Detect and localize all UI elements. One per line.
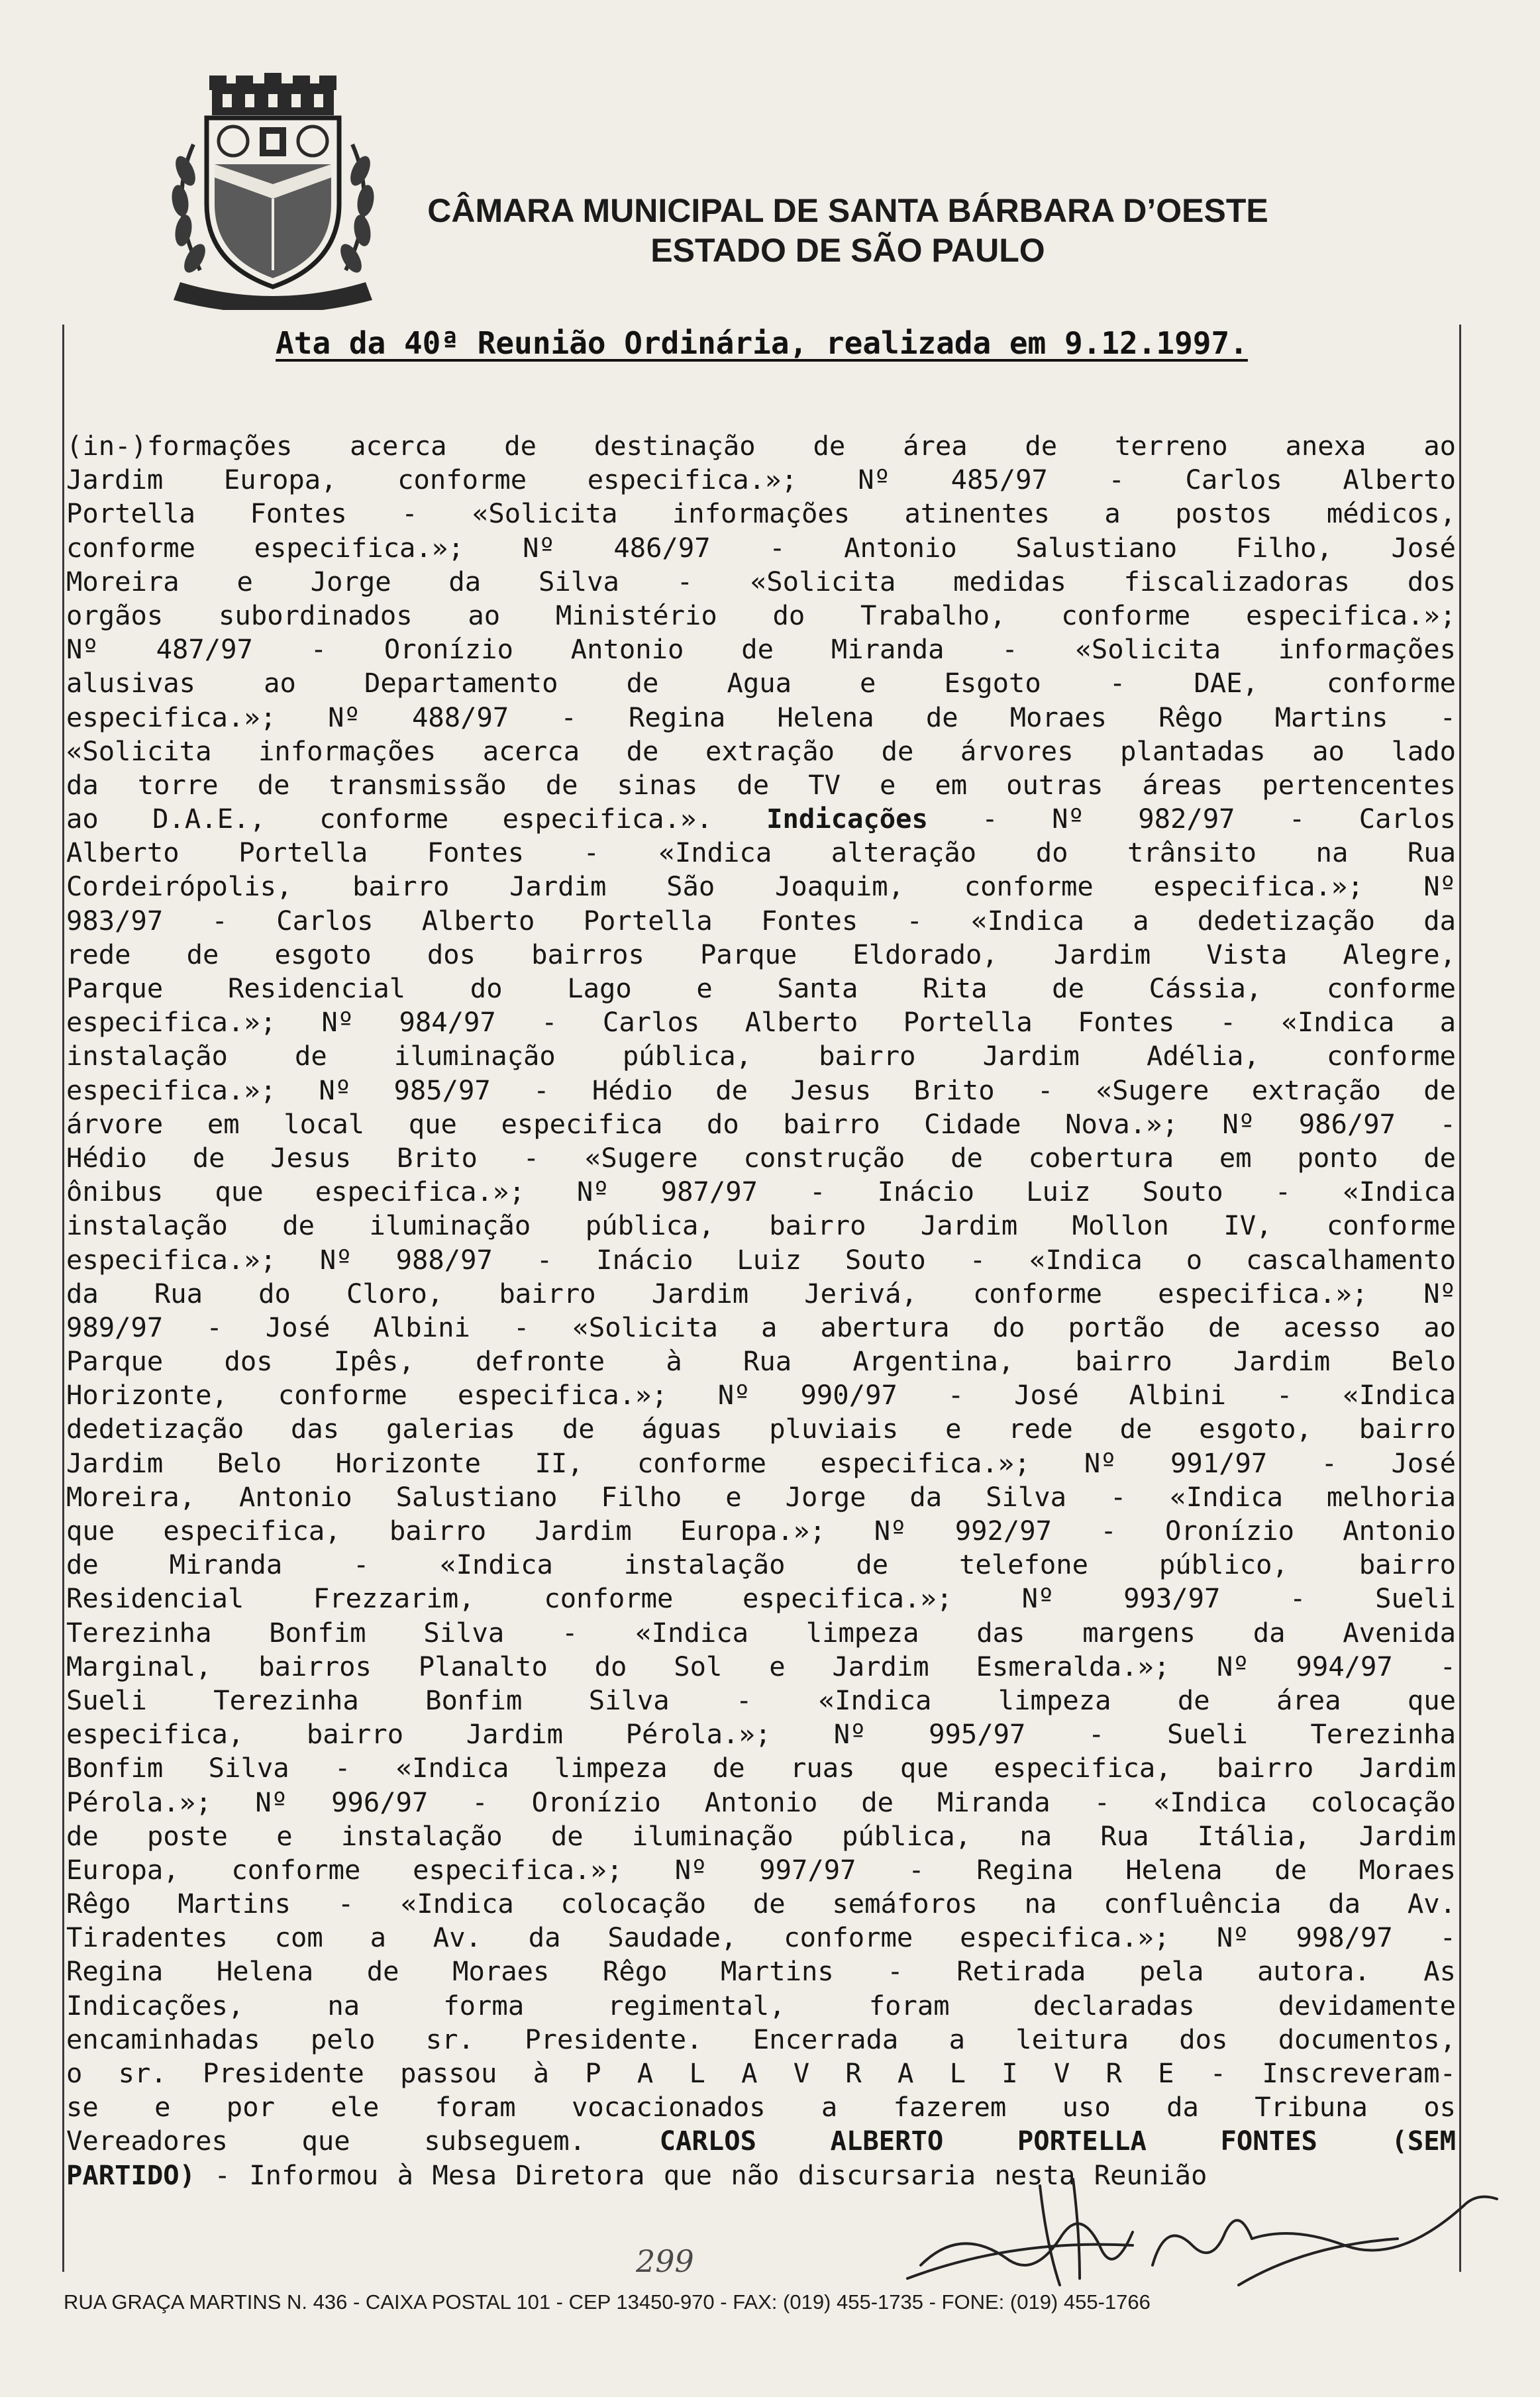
body-line: rede de esgoto dos bairros Parque Eldorado, Jardim Vista Alegre,	[66, 938, 1456, 970]
page-frame-left	[62, 325, 64, 2272]
body-line: instalação de iluminação pública, bairro Jardim Mollon IV, conforme	[66, 1209, 1456, 1242]
body-line: Indicações, na forma regimental, foram declaradas devidamente	[66, 1989, 1456, 2021]
body-line: 983/97 - Carlos Alberto Portella Fontes - «Indica a dedetização da	[66, 904, 1456, 937]
body-line: Moreira e Jorge da Silva - «Solicita medidas fiscalizadoras dos	[66, 565, 1456, 597]
body-line: especifica.»; Nº 985/97 - Hédio de Jesus Brito - «Sugere extração de	[66, 1074, 1456, 1106]
document-title: Ata da 40ª Reunião Ordinária, realizada em 9.12.1997.	[276, 325, 1248, 361]
body-line: encaminhadas pelo sr. Presidente. Encerrada a leitura dos documentos,	[66, 2023, 1456, 2055]
page-frame-right	[1459, 325, 1461, 2272]
body-line: de poste e instalação de iluminação pública, na Rua Itália, Jardim	[66, 1819, 1456, 1852]
body-line: Hédio de Jesus Brito - «Sugere construção de cobertura em ponto de	[66, 1141, 1456, 1174]
body-line: PARTIDO) - Informou à Mesa Diretora que não discursaria nesta Reunião	[66, 2159, 1207, 2191]
body-line: Pérola.»; Nº 996/97 - Oronízio Antonio de Miranda - «Indica colocação	[66, 1786, 1456, 1818]
body-line: da Rua do Cloro, bairro Jardim Jerivá, conforme especifica.»; Nº	[66, 1277, 1456, 1309]
body-line: árvore em local que especifica do bairro Cidade Nova.»; Nº 986/97 -	[66, 1107, 1456, 1140]
body-line: Residencial Frezzarim, conforme especifica.»; Nº 993/97 - Sueli	[66, 1582, 1456, 1615]
body-line: o sr. Presidente passou à P A L A V R A L I V R E - Inscreveram-	[66, 2057, 1456, 2089]
body-line: Cordeirópolis, bairro Jardim São Joaquim, conforme especifica.»; Nº	[66, 870, 1456, 903]
body-line: Jardim Europa, conforme especifica.»; Nº 485/97 - Carlos Alberto	[66, 464, 1456, 496]
body-line: conforme especifica.»; Nº 486/97 - Antonio Salustiano Filho, José	[66, 531, 1456, 564]
body-line: Vereadores que subseguem. CARLOS ALBERTO PORTELLA FONTES (SEM	[66, 2125, 1456, 2157]
footer-address: RUA GRAÇA MARTINS N. 436 - CAIXA POSTAL 101 - CEP 13450-970 - FAX: (019) 455-1735 - FONE: (019) 455-1766	[64, 2290, 1151, 2314]
body-line: ônibus que especifica.»; Nº 987/97 - Inácio Luiz Souto - «Indica	[66, 1176, 1456, 1208]
body-line: de Miranda - «Indica instalação de telefone público, bairro	[66, 1549, 1456, 1581]
body-line: Jardim Belo Horizonte II, conforme especifica.»; Nº 991/97 - José	[66, 1447, 1456, 1479]
body-line: «Solicita informações acerca de extração de árvores plantadas ao lado	[66, 735, 1456, 767]
folio-text: 299	[636, 2243, 694, 2279]
body-line: Portella Fontes - «Solicita informações atinentes a postos médicos,	[66, 497, 1456, 530]
body-line: Sueli Terezinha Bonfim Silva - «Indica limpeza de área que	[66, 1684, 1456, 1716]
handwritten-signatures	[881, 2166, 1530, 2298]
body-line: especifica.»; Nº 488/97 - Regina Helena de Moraes Rêgo Martins -	[66, 701, 1456, 733]
body-line: que especifica, bairro Jardim Europa.»; Nº 992/97 - Oronízio Antonio	[66, 1515, 1456, 1547]
body-line: instalação de iluminação pública, bairro Jardim Adélia, conforme	[66, 1040, 1456, 1072]
body-line: Moreira, Antonio Salustiano Filho e Jorge da Silva - «Indica melhoria	[66, 1480, 1456, 1513]
body-line: (in-)formações acerca de destinação de área de terreno anexa ao	[66, 430, 1456, 462]
body-line: especifica.»; Nº 988/97 - Inácio Luiz Souto - «Indica o cascalhamento	[66, 1243, 1456, 1276]
body-line: Tiradentes com a Av. da Saudade, conforme especifica.»; Nº 998/97 -	[66, 1921, 1456, 1954]
body-line: 989/97 - José Albini - «Solicita a abertura do portão de acesso ao	[66, 1311, 1456, 1343]
folio-number	[629, 2232, 729, 2285]
body-line: Parque Residencial do Lago e Santa Rita de Cássia, conforme	[66, 972, 1456, 1004]
document-body	[66, 429, 1456, 2192]
body-line: Horizonte, conforme especifica.»; Nº 990/97 - José Albini - «Indica	[66, 1379, 1456, 1411]
body-line: Europa, conforme especifica.»; Nº 997/97 - Regina Helena de Moraes	[66, 1853, 1456, 1886]
body-line: Nº 487/97 - Oronízio Antonio de Miranda - «Solicita informações	[66, 633, 1456, 666]
body-line: alusivas ao Departamento de Agua e Esgoto - DAE, conforme	[66, 667, 1456, 699]
body-line: especifica, bairro Jardim Pérola.»; Nº 995/97 - Sueli Terezinha	[66, 1718, 1456, 1751]
body-line: especifica.»; Nº 984/97 - Carlos Alberto Portella Fontes - «Indica a	[66, 1006, 1456, 1039]
body-line: Terezinha Bonfim Silva - «Indica limpeza das margens da Avenida	[66, 1616, 1456, 1649]
coat-of-arms-emblem	[154, 72, 392, 310]
body-line: Bonfim Silva - «Indica limpeza de ruas que especifica, bairro Jardim	[66, 1752, 1456, 1784]
body-line: Rêgo Martins - «Indica colocação de semáforos na confluência da Av.	[66, 1888, 1456, 1920]
body-line: da torre de transmissão de sinas de TV e em outras áreas pertencentes	[66, 768, 1456, 801]
body-line: se e por ele foram vocacionados a fazerem uso da Tribuna os	[66, 2091, 1456, 2123]
body-line: ao D.A.E., conforme especifica.». Indicações - Nº 982/97 - Carlos	[66, 803, 1456, 835]
institution-name: CÂMARA MUNICIPAL DE SANTA BÁRBARA D’OESTE	[427, 192, 1268, 229]
institution-state: ESTADO DE SÃO PAULO	[650, 232, 1045, 269]
body-line: orgãos subordinados ao Ministério do Trabalho, conforme especifica.»;	[66, 599, 1456, 631]
body-line: Marginal, bairros Planalto do Sol e Jardim Esmeralda.»; Nº 994/97 -	[66, 1650, 1456, 1682]
body-line: dedetização das galerias de águas pluviais e rede de esgoto, bairro	[66, 1413, 1456, 1445]
body-line: Regina Helena de Moraes Rêgo Martins - Retirada pela autora. As	[66, 1955, 1456, 1988]
body-line: Alberto Portella Fontes - «Indica alteração do trânsito na Rua	[66, 837, 1456, 869]
body-line: Parque dos Ipês, defronte à Rua Argentina, bairro Jardim Belo	[66, 1345, 1456, 1378]
